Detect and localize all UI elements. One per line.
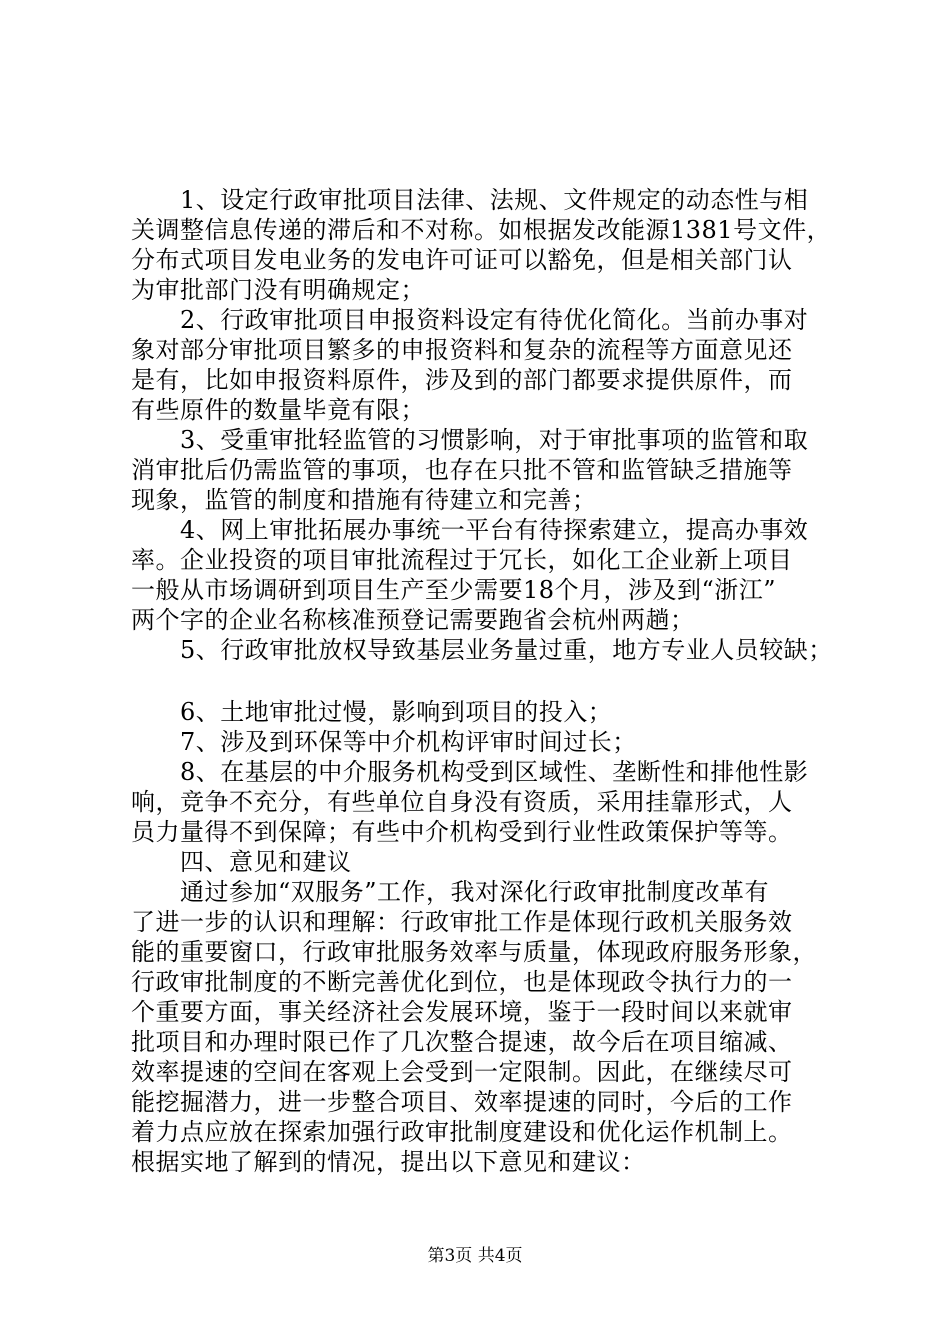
- text-line: 为审批部门没有明确规定；: [131, 276, 425, 304]
- text-line: 一般从市场调研到项目生产至少需要18个月，涉及到“浙江”: [131, 576, 777, 604]
- text-line: 能的重要窗口，行政审批服务效率与质量，体现政府服务形象，: [131, 938, 817, 966]
- text-line: 能挖掘潜力，进一步整合项目、效率提速的同时，今后的工作: [131, 1088, 793, 1116]
- text-line: 根据实地了解到的情况，提出以下意见和建议：: [131, 1148, 646, 1176]
- text-line: 响，竞争不充分，有些单位自身没有资质，采用挂靠形式，人: [131, 788, 793, 816]
- text-line: 3、受重审批轻监管的习惯影响，对于审批事项的监管和取: [131, 426, 809, 454]
- text-line: 1、设定行政审批项目法律、法规、文件规定的动态性与相: [131, 186, 809, 214]
- text-line: 有些原件的数量毕竟有限；: [131, 396, 425, 424]
- text-line: 7、涉及到环保等中介机构评审时间过长；: [131, 728, 637, 756]
- text-line: 是有，比如申报资料原件，涉及到的部门都要求提供原件，而: [131, 366, 793, 394]
- page-footer: 第3页 共4页: [427, 1246, 523, 1266]
- text-line: 象对部分审批项目繁多的申报资料和复杂的流程等方面意见还: [131, 336, 793, 364]
- text-line: 个重要方面，事关经济社会发展环境，鉴于一段时间以来就审: [131, 998, 793, 1026]
- text-line: 着力点应放在探索加强行政审批制度建设和优化运作机制上。: [131, 1118, 793, 1146]
- text-line: 8、在基层的中介服务机构受到区域性、垄断性和排他性影: [131, 758, 809, 786]
- text-line: 了进一步的认识和理解：行政审批工作是体现行政机关服务效: [131, 908, 793, 936]
- text-line: 行政审批制度的不断完善优化到位，也是体现政令执行力的一: [131, 968, 793, 996]
- text-line: 效率提速的空间在客观上会受到一定限制。因此，在继续尽可: [131, 1058, 793, 1086]
- text-line: 5、行政审批放权导致基层业务量过重，地方专业人员较缺；: [131, 636, 833, 664]
- text-line: 消审批后仍需监管的事项，也存在只批不管和监管缺乏措施等: [131, 456, 793, 484]
- text-line: 率。企业投资的项目审批流程过于冗长，如化工企业新上项目: [131, 546, 793, 574]
- text-line: 员力量得不到保障；有些中介机构受到行业性政策保护等等。: [131, 818, 793, 846]
- text-line: 两个字的企业名称核准预登记需要跑省会杭州两趟；: [131, 606, 695, 634]
- text-line: 四、意见和建议: [131, 848, 352, 876]
- text-line: 分布式项目发电业务的发电许可证可以豁免，但是相关部门认: [131, 246, 793, 274]
- text-line: 4、网上审批拓展办事统一平台有待探索建立，提高办事效: [131, 516, 809, 544]
- text-line: 2、行政审批项目申报资料设定有待优化简化。当前办事对: [131, 306, 809, 334]
- text-line: 批项目和办理时限已作了几次整合提速，故今后在项目缩减、: [131, 1028, 793, 1056]
- text-line: 通过参加“双服务”工作，我对深化行政审批制度改革有: [131, 878, 770, 906]
- text-line: 6、土地审批过慢，影响到项目的投入；: [131, 698, 613, 726]
- text-line: 关调整信息传递的滞后和不对称。如根据发改能源1381号文件，: [131, 216, 832, 244]
- text-line: 现象，监管的制度和措施有待建立和完善；: [131, 486, 597, 514]
